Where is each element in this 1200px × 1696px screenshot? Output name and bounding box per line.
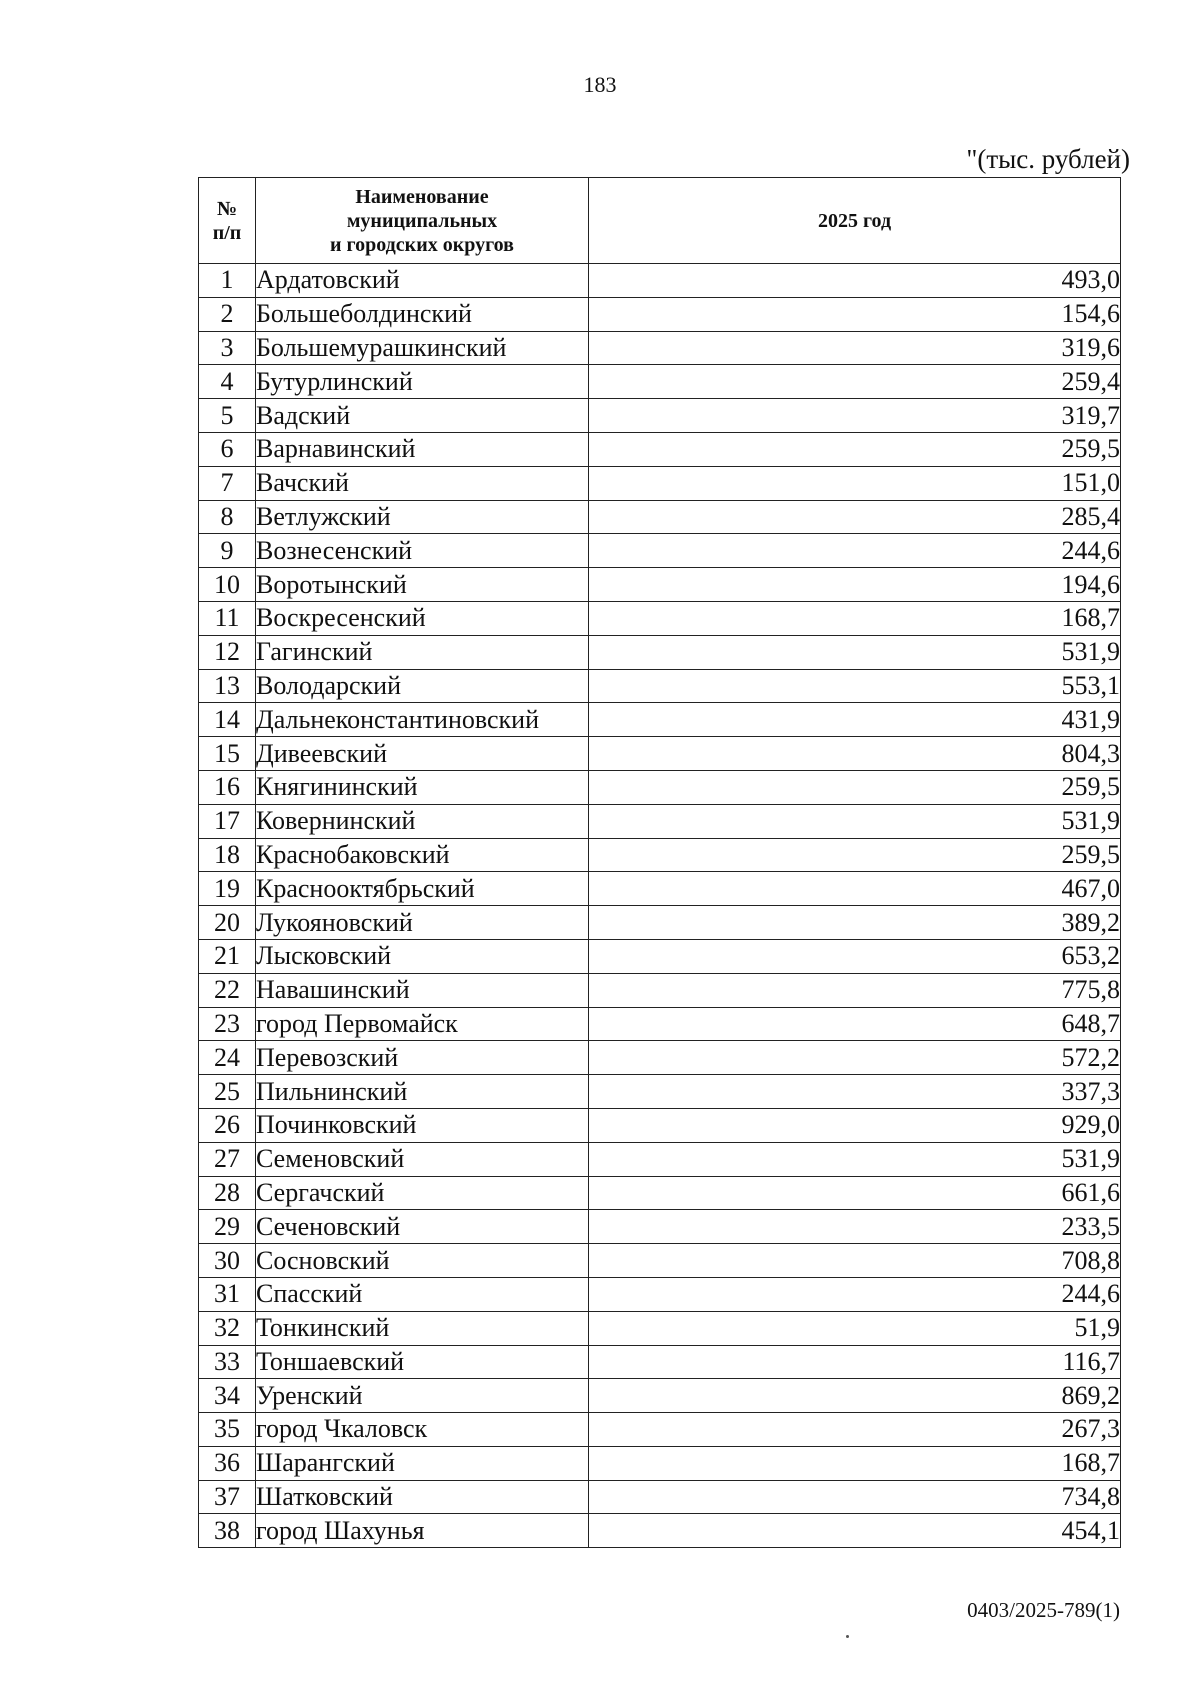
row-number: 25	[199, 1075, 256, 1109]
row-name: Тонкинский	[256, 1311, 589, 1345]
row-number: 14	[199, 703, 256, 737]
table-row	[199, 838, 1121, 872]
row-name: Шарангский	[256, 1446, 589, 1480]
row-value: 259,5	[589, 770, 1121, 804]
row-value: 337,3	[589, 1075, 1121, 1109]
row-number: 15	[199, 737, 256, 771]
table-row	[199, 297, 1121, 331]
table-row	[199, 466, 1121, 500]
row-value: 661,6	[589, 1176, 1121, 1210]
row-number: 32	[199, 1311, 256, 1345]
row-number: 37	[199, 1480, 256, 1514]
row-name: Вознесенский	[256, 534, 589, 568]
table-row	[199, 770, 1121, 804]
row-value: 734,8	[589, 1480, 1121, 1514]
table-row	[199, 331, 1121, 365]
row-number: 2	[199, 297, 256, 331]
row-number: 24	[199, 1041, 256, 1075]
row-number: 6	[199, 432, 256, 466]
row-number: 22	[199, 973, 256, 1007]
row-number: 34	[199, 1379, 256, 1413]
table-row	[199, 1210, 1121, 1244]
table-row	[199, 568, 1121, 602]
table-row	[199, 906, 1121, 940]
row-value: 319,7	[589, 399, 1121, 433]
row-name: Ковернинский	[256, 804, 589, 838]
row-number: 8	[199, 500, 256, 534]
table-row	[199, 1514, 1121, 1548]
row-value: 244,6	[589, 534, 1121, 568]
row-name: Спасский	[256, 1277, 589, 1311]
row-value: 775,8	[589, 973, 1121, 1007]
row-name: Ветлужский	[256, 500, 589, 534]
table-row	[199, 703, 1121, 737]
row-value: 467,0	[589, 872, 1121, 906]
row-name: Дальнеконстантиновский	[256, 703, 589, 737]
row-name: Княгининский	[256, 770, 589, 804]
table-row	[199, 264, 1121, 298]
row-name: Гагинский	[256, 635, 589, 669]
row-number: 33	[199, 1345, 256, 1379]
row-value: 259,4	[589, 365, 1121, 399]
table-row	[199, 399, 1121, 433]
row-value: 168,7	[589, 1446, 1121, 1480]
row-name: Ардатовский	[256, 264, 589, 298]
row-number: 19	[199, 872, 256, 906]
row-name: Лысковский	[256, 939, 589, 973]
table-row	[199, 365, 1121, 399]
row-name: Дивеевский	[256, 737, 589, 771]
row-value: 267,3	[589, 1413, 1121, 1447]
row-name: Сосновский	[256, 1244, 589, 1278]
row-name: Сергачский	[256, 1176, 589, 1210]
row-value: 259,5	[589, 838, 1121, 872]
row-name: Воротынский	[256, 568, 589, 602]
row-value: 319,6	[589, 331, 1121, 365]
row-value: 151,0	[589, 466, 1121, 500]
row-number: 12	[199, 635, 256, 669]
row-value: 531,9	[589, 635, 1121, 669]
row-number: 36	[199, 1446, 256, 1480]
row-value: 653,2	[589, 939, 1121, 973]
row-name: Краснооктябрьский	[256, 872, 589, 906]
row-number: 20	[199, 906, 256, 940]
row-number: 29	[199, 1210, 256, 1244]
row-name: Вадский	[256, 399, 589, 433]
row-number: 31	[199, 1277, 256, 1311]
table-row	[199, 1176, 1121, 1210]
row-name: город Шахунья	[256, 1514, 589, 1548]
row-number: 16	[199, 770, 256, 804]
table-header-row	[199, 178, 1121, 264]
row-value: 493,0	[589, 264, 1121, 298]
row-number: 17	[199, 804, 256, 838]
row-value: 648,7	[589, 1007, 1121, 1041]
row-name: Большемурашкинский	[256, 331, 589, 365]
table-row	[199, 804, 1121, 838]
table-row	[199, 1446, 1121, 1480]
row-number: 38	[199, 1514, 256, 1548]
row-name: Бутурлинский	[256, 365, 589, 399]
row-value: 804,3	[589, 737, 1121, 771]
row-number: 27	[199, 1142, 256, 1176]
table-row	[199, 939, 1121, 973]
row-name: Шатковский	[256, 1480, 589, 1514]
row-value: 389,2	[589, 906, 1121, 940]
budget-table	[198, 177, 1121, 1548]
page-number: 183	[583, 72, 617, 97]
row-number: 18	[199, 838, 256, 872]
table-row	[199, 872, 1121, 906]
table-row	[199, 1108, 1121, 1142]
row-name: Воскресенский	[256, 601, 589, 635]
row-value: 244,6	[589, 1277, 1121, 1311]
row-number: 23	[199, 1007, 256, 1041]
row-number: 35	[199, 1413, 256, 1447]
row-name: Большеболдинский	[256, 297, 589, 331]
header-num: № п/п	[199, 178, 256, 264]
row-number: 4	[199, 365, 256, 399]
table-row	[199, 1379, 1121, 1413]
row-name: Навашинский	[256, 973, 589, 1007]
row-value: 116,7	[589, 1345, 1121, 1379]
table-row	[199, 669, 1121, 703]
document-code: 0403/2025-789(1)	[967, 1598, 1120, 1622]
row-name: Семеновский	[256, 1142, 589, 1176]
row-value: 168,7	[589, 601, 1121, 635]
row-number: 26	[199, 1108, 256, 1142]
header-name: Наименование муниципальных и городских округов	[256, 178, 589, 264]
table-row	[199, 500, 1121, 534]
table-row	[199, 1345, 1121, 1379]
row-number: 10	[199, 568, 256, 602]
row-value: 869,2	[589, 1379, 1121, 1413]
table-row	[199, 1413, 1121, 1447]
row-number: 3	[199, 331, 256, 365]
table-row	[199, 1075, 1121, 1109]
row-name: Тоншаевский	[256, 1345, 589, 1379]
row-value: 431,9	[589, 703, 1121, 737]
row-number: 30	[199, 1244, 256, 1278]
table-row	[199, 601, 1121, 635]
row-number: 7	[199, 466, 256, 500]
table-row	[199, 1311, 1121, 1345]
row-name: Сеченовский	[256, 1210, 589, 1244]
row-number: 13	[199, 669, 256, 703]
row-name: Починковский	[256, 1108, 589, 1142]
row-name: Уренский	[256, 1379, 589, 1413]
table-row	[199, 973, 1121, 1007]
row-value: 929,0	[589, 1108, 1121, 1142]
row-name: город Чкаловск	[256, 1413, 589, 1447]
row-name: Пильнинский	[256, 1075, 589, 1109]
table-row	[199, 534, 1121, 568]
header-year: 2025 год	[589, 178, 1121, 264]
row-number: 21	[199, 939, 256, 973]
row-number: 9	[199, 534, 256, 568]
row-name: Лукояновский	[256, 906, 589, 940]
row-number: 28	[199, 1176, 256, 1210]
row-value: 259,5	[589, 432, 1121, 466]
row-number: 11	[199, 601, 256, 635]
table-row	[199, 1142, 1121, 1176]
row-value: 285,4	[589, 500, 1121, 534]
table-row	[199, 1277, 1121, 1311]
row-number: 1	[199, 264, 256, 298]
row-value: 233,5	[589, 1210, 1121, 1244]
row-name: Володарский	[256, 669, 589, 703]
scan-dot	[846, 1635, 849, 1638]
row-value: 154,6	[589, 297, 1121, 331]
table-row	[199, 1244, 1121, 1278]
row-value: 553,1	[589, 669, 1121, 703]
row-value: 572,2	[589, 1041, 1121, 1075]
row-name: Варнавинский	[256, 432, 589, 466]
row-number: 5	[199, 399, 256, 433]
row-name: Краснобаковский	[256, 838, 589, 872]
table-row	[199, 635, 1121, 669]
table-row	[199, 1480, 1121, 1514]
row-value: 51,9	[589, 1311, 1121, 1345]
units-label: "(тыс. рублей)	[966, 144, 1130, 174]
table-row	[199, 737, 1121, 771]
row-name: Перевозский	[256, 1041, 589, 1075]
table-row	[199, 1007, 1121, 1041]
row-name: город Первомайск	[256, 1007, 589, 1041]
row-value: 531,9	[589, 804, 1121, 838]
row-value: 454,1	[589, 1514, 1121, 1548]
row-name: Вачский	[256, 466, 589, 500]
row-value: 708,8	[589, 1244, 1121, 1278]
row-value: 531,9	[589, 1142, 1121, 1176]
table-row	[199, 432, 1121, 466]
table-row	[199, 1041, 1121, 1075]
table-body	[199, 264, 1121, 1548]
row-value: 194,6	[589, 568, 1121, 602]
